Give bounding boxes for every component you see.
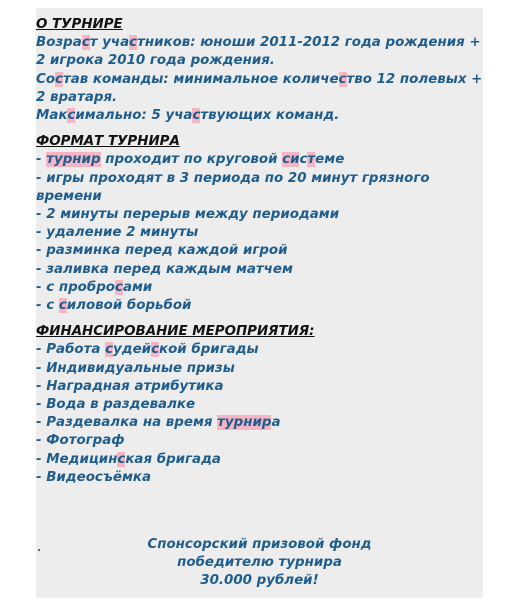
finance-line	[36, 396, 483, 414]
text-segment: твующих команд.	[200, 108, 340, 124]
spellcheck-highlight: турнир	[217, 415, 272, 431]
text-segment: кая бригада	[125, 451, 221, 467]
text-segment: Со	[36, 71, 56, 87]
text-segment: удей	[113, 342, 152, 358]
tournament-info	[36, 16, 483, 487]
text-segment: еме	[315, 152, 345, 168]
text-segment: - удаление 2 минуты	[36, 225, 199, 241]
text-segment: - заливка перед каждым матчем	[36, 261, 293, 277]
text-segment: т уча	[89, 35, 130, 51]
about-line	[36, 34, 483, 70]
spellcheck-highlight: с	[105, 342, 114, 358]
spellcheck-highlight: с	[129, 35, 138, 51]
finance-line	[36, 469, 483, 487]
text-segment: - Фотограф	[36, 433, 125, 449]
text-segment: -	[36, 152, 47, 168]
section-heading-about: О ТУРНИРЕ	[36, 17, 123, 32]
spellcheck-highlight: с	[81, 35, 90, 51]
prize-line-3: 30.000 рублей!	[200, 573, 319, 589]
format-line	[36, 279, 483, 297]
finance-line	[36, 432, 483, 450]
section-heading-finance: ФИНАНСИРОВАНИЕ МЕРОПРИЯТИЯ:	[36, 324, 315, 340]
text-segment: - с пробро	[36, 279, 115, 295]
about-line	[36, 107, 483, 125]
format-lines	[36, 151, 483, 315]
finance-lines	[36, 341, 483, 487]
text-segment: - Наградная атрибутика	[36, 378, 224, 394]
text-segment: Мак	[36, 108, 68, 124]
format-line	[36, 261, 483, 279]
text-segment: тав команды: минимальное количе	[62, 71, 339, 87]
text-segment: - Видеосъёмка	[36, 469, 152, 485]
format-line	[36, 151, 483, 169]
spellcheck-highlight: с	[115, 279, 123, 295]
spellcheck-highlight: с	[55, 71, 63, 87]
text-segment: тников: юноши 2011-2012 года рождения + 2 игрока 2010 года рождения.	[36, 35, 481, 69]
text-segment: - Медицин	[36, 451, 118, 467]
finance-line	[36, 378, 483, 396]
finance-line	[36, 360, 483, 378]
section-about	[36, 16, 483, 125]
text-segment: ами	[122, 279, 153, 295]
spellcheck-highlight: турнир	[46, 152, 101, 168]
text-segment: имально: 5 уча	[75, 108, 193, 124]
about-lines	[36, 34, 483, 125]
text-segment: тво 12 полевых + 2 вратаря.	[36, 71, 483, 105]
section-heading-format: ФОРМАТ ТУРНИРА	[36, 134, 180, 150]
text-segment: - 2 минуты перерыв между периодами	[36, 207, 340, 223]
section-finance	[36, 323, 483, 487]
spellcheck-highlight: с	[151, 342, 160, 358]
finance-line	[36, 414, 483, 432]
text-segment: - Работа	[36, 342, 106, 358]
prize-fund-block	[36, 536, 483, 591]
text-segment: - Вода в раздевалке	[36, 397, 196, 413]
spellcheck-highlight: с	[117, 451, 126, 467]
text-segment: Возра	[36, 35, 82, 51]
text-segment: проходит по круговой	[100, 152, 283, 168]
section-format	[36, 133, 483, 315]
text-segment: - игры проходят в 3 периода по 20 минут грязного времени	[36, 170, 430, 204]
prize-line-1: Спонсорский призовой фонд	[147, 537, 372, 552]
format-line	[36, 224, 483, 242]
spellcheck-highlight: с	[192, 108, 201, 124]
format-line	[36, 206, 483, 224]
document-sheet	[36, 8, 483, 598]
text-segment: - Раздевалка на время	[36, 415, 218, 431]
text-segment: кой бригады	[159, 342, 259, 358]
spellcheck-highlight: си	[282, 152, 300, 168]
format-line	[36, 297, 483, 315]
spellcheck-highlight: с	[67, 108, 76, 124]
spellcheck-highlight: с	[58, 298, 67, 314]
about-line	[36, 71, 483, 107]
format-line	[36, 170, 483, 206]
text-segment: иловой борьбой	[66, 298, 192, 314]
finance-line	[36, 341, 483, 359]
text-segment: а	[271, 415, 281, 431]
text-segment: - разминка перед каждой игрой	[36, 243, 288, 259]
format-line	[36, 242, 483, 260]
spellcheck-highlight: т	[307, 152, 316, 168]
text-segment: - с	[36, 298, 59, 314]
spellcheck-highlight: с	[338, 71, 347, 87]
text-segment: с	[299, 152, 308, 168]
prize-line-2: победителю турнира	[177, 555, 342, 571]
text-segment: - Индивидуальные призы	[36, 360, 235, 376]
finance-line	[36, 451, 483, 469]
